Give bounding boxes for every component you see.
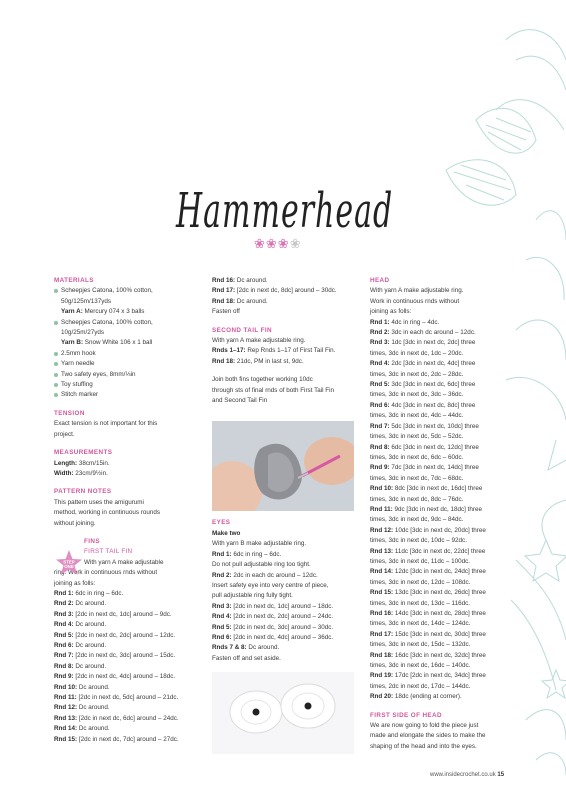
materials-list xyxy=(54,286,204,400)
material-item: Scheepjes Catona, 100% cotton, xyxy=(54,286,204,296)
material-item: Two safety eyes, 8mm/⅓in xyxy=(54,370,204,380)
round-instruction: times, 3dc in next dc, 14dc – 124dc. xyxy=(370,620,471,628)
round-instruction: Rnd 6: 4dc [3dc in next dc, 8dc] three xyxy=(370,401,476,409)
round-instruction: Rnd 17: [2dc in next dc, 8dc] around – 30dc. xyxy=(212,287,337,295)
tension-line: Exact tension is not important for this xyxy=(54,420,158,428)
photo-crochet-eyes xyxy=(212,672,354,754)
first-side-text xyxy=(370,721,512,752)
join-line: through sts of final rnds of both First Tail Fin xyxy=(212,386,335,394)
round-instruction: Rnd 3: 1dc [3dc in next dc, 2dc] three xyxy=(370,339,476,347)
step-one-badge xyxy=(54,549,84,579)
material-item: Scheepjes Catona, 100% cotton, xyxy=(54,318,204,328)
round-instruction: Rnds 1–17: Rep Rnds 1–17 of First Tail Fin. xyxy=(212,347,336,355)
eyes-make-two: Make two xyxy=(212,529,241,537)
pattern-notes-heading: PATTERN NOTES xyxy=(54,488,112,496)
round-instruction: Rnd 20: 18dc (ending at corner). xyxy=(370,693,462,701)
round-instruction: times, 3dc in next dc, 2dc – 28dc. xyxy=(370,370,464,378)
round-instruction: Rnd 7: 5dc [3dc in next dc, 10dc] three xyxy=(370,422,479,430)
round-instruction: times, 3dc in next dc, 13dc – 116dc. xyxy=(370,599,470,607)
round-instruction: Rnd 8: 6dc [3dc in next dc, 12dc] three xyxy=(370,443,479,451)
round-instruction: Rnd 3: [2dc in next dc, 1dc] around – 18dc. xyxy=(212,602,334,610)
measurement-item: Length: 38cm/15in. xyxy=(54,459,110,467)
eyes-rounds xyxy=(212,539,358,664)
bullet-dot xyxy=(54,321,58,325)
round-instruction: Rnd 1: 4dc in ring – 4dc. xyxy=(370,318,440,326)
round-instruction: Rnd 12: Dc around. xyxy=(54,704,110,712)
material-item: Yarn A: Mercury 074 x 3 balls xyxy=(61,308,145,316)
join-line: and Second Tail Fin xyxy=(212,397,268,405)
material-item: 10g/25m/27yds xyxy=(61,329,105,337)
round-instruction: Rnd 5: [2dc in next dc, 2dc] around – 12dc. xyxy=(54,631,176,639)
bullet-dot xyxy=(54,352,58,356)
round-instruction: times, 3dc in next dc, 16dc – 140dc. xyxy=(370,662,471,670)
round-instruction: Rnd 10: Dc around. xyxy=(54,683,110,691)
round-instruction: Rnd 19: 17dc [2dc in next dc, 34dc] three xyxy=(370,672,486,680)
round-instruction: times, 3dc in next dc, 8dc – 76dc. xyxy=(370,495,464,503)
bullet-dot xyxy=(54,289,58,293)
round-instruction: Rnd 5: 3dc [3dc in next dc, 6dc] three xyxy=(370,381,476,389)
round-instruction: Rnd 13: [2dc in next dc, 6dc] around – 24dc. xyxy=(54,714,179,722)
difficulty-stars-filled: ❀❀❀ xyxy=(254,236,290,251)
tail-fin-continued xyxy=(212,276,358,318)
round-instruction: times, 3dc in next dc, 4dc – 44dc. xyxy=(370,412,464,420)
round-instruction: Rnd 2: 3dc in each dc around – 12dc. xyxy=(370,329,476,337)
round-instruction: Rnd 9: 7dc [3dc in next dc, 14dc] three xyxy=(370,464,479,472)
round-instruction: Fasten off and set aside. xyxy=(212,654,281,662)
round-instruction: pull adjustable ring fully tight. xyxy=(212,592,293,600)
round-instruction: Rnd 6: Dc around. xyxy=(54,642,107,649)
badge-one-label: ONE xyxy=(64,564,74,569)
fin1-intro-line: joining as folls: xyxy=(54,579,96,587)
material-item: Yarn B: Snow White 106 x 1 ball xyxy=(61,339,153,347)
bullet-dot xyxy=(54,393,58,397)
material-item: Toy stuffing xyxy=(54,380,204,390)
head-intro-line: Work in continuous rnds without xyxy=(370,297,460,305)
round-instruction: Rnd 16: 14dc [3dc in next dc, 28dc] three xyxy=(370,610,486,617)
notes-line: without joining. xyxy=(54,519,96,527)
footer-website: www.insidecrochet.co.uk xyxy=(430,772,496,778)
pattern-title xyxy=(170,170,400,240)
round-instruction: Rnd 11: 9dc [3dc in next dc, 18dc] three xyxy=(370,505,483,513)
title-text: Hammerhead xyxy=(176,184,394,240)
round-instruction: Rnds 7 & 8: Dc around. xyxy=(212,644,280,652)
join-instructions xyxy=(212,375,358,406)
round-instruction: Rnd 17: 15dc [3dc in next dc, 30dc] three xyxy=(370,630,486,638)
material-item: 50g/125m/137yds xyxy=(61,297,112,305)
round-instruction: times, 3dc in next dc, 6dc – 60dc. xyxy=(370,453,464,461)
round-instruction: times, 3dc in next dc, 9dc – 84dc. xyxy=(370,516,464,524)
round-instruction: times, 3dc in next dc, 10dc – 92dc. xyxy=(370,537,467,545)
round-instruction: times, 3dc in next dc, 7dc – 68dc. xyxy=(370,474,464,482)
fins-heading: FINS xyxy=(84,537,100,545)
round-instruction: With yarn A make adjustable ring. xyxy=(212,337,306,345)
difficulty-star-empty: ❀ xyxy=(289,236,302,251)
round-instruction: Rnd 11: [2dc in next dc, 5dc] around – 21dc. xyxy=(54,694,179,702)
column-left xyxy=(54,276,204,745)
fins-section xyxy=(84,537,204,568)
fin1-intro-line: ring. Work in continuous rnds without xyxy=(54,569,158,577)
round-instruction: Rnd 16: Dc around. xyxy=(212,277,268,284)
first-tail-fin-heading: FIRST TAIL FIN xyxy=(84,548,133,556)
photo-crocheting-fins xyxy=(212,421,354,511)
first-tail-fin-rounds xyxy=(54,589,204,745)
round-instruction: times, 3dc in next dc, 11dc – 100dc. xyxy=(370,557,470,565)
bullet-dot xyxy=(54,383,58,387)
round-instruction: Rnd 2: 2dc in each dc around – 12dc. xyxy=(212,571,318,579)
side-line: shaping of the head and into the eyes. xyxy=(370,742,477,750)
measurement-item: Width: 23cm/9½in. xyxy=(54,469,108,477)
round-instruction: times, 3dc in next dc, 3dc – 36dc. xyxy=(370,391,464,399)
round-instruction: Rnd 14: 12dc [3dc in next dc, 24dc] three xyxy=(370,568,486,576)
second-tail-fin-rounds xyxy=(212,336,358,367)
round-instruction: Insert safety eye into very centre of piece, xyxy=(212,581,329,589)
page-number: 15 xyxy=(497,772,505,778)
round-instruction: Fasten off xyxy=(212,308,240,316)
badge-step-label: STEP xyxy=(63,559,75,565)
round-instruction: Rnd 4: Dc around. xyxy=(54,621,107,629)
round-instruction: times, 2dc in next dc, 17dc – 144dc. xyxy=(370,682,471,690)
round-instruction: Rnd 12: 10dc [3dc in next dc, 20dc] three xyxy=(370,526,486,534)
notes-line: method, working in continuous rounds xyxy=(54,509,161,517)
round-instruction: Rnd 18: 21dc, PM in last st, 9dc. xyxy=(212,357,304,365)
side-line: We are now going to fold the piece just xyxy=(370,722,479,730)
round-instruction: times, 3dc in next dc, 12dc – 108dc. xyxy=(370,578,471,586)
side-line: made and elongate the sides to make the xyxy=(370,732,486,740)
round-instruction: Rnd 2: Dc around. xyxy=(54,600,107,608)
round-instruction: Rnd 18: Dc around. xyxy=(212,297,268,305)
round-instruction: Rnd 9: [2dc in next dc, 4dc] around – 18dc. xyxy=(54,673,176,681)
round-instruction: Rnd 14: Dc around. xyxy=(54,725,110,733)
measurements-list xyxy=(54,459,204,480)
materials-heading: MATERIALS xyxy=(54,277,94,284)
head-rounds xyxy=(370,318,512,703)
material-item: Yarn needle xyxy=(54,359,204,369)
head-intro-line: joining as folls: xyxy=(370,308,412,316)
page-footer xyxy=(430,772,504,778)
tension-text xyxy=(54,419,204,440)
round-instruction: Rnd 4: [2dc in next dc, 2dc] around – 24dc. xyxy=(212,613,334,621)
first-side-of-head-heading: FIRST SIDE OF HEAD xyxy=(370,711,442,719)
round-instruction: Rnd 1: 6dc in ring – 6dc. xyxy=(54,589,124,597)
round-instruction: Rnd 8: Dc around. xyxy=(54,662,107,670)
tension-line: project. xyxy=(54,430,75,438)
round-instruction: Rnd 18: 16dc [3dc in next dc, 32dc] three xyxy=(370,651,486,659)
round-instruction: Rnd 6: [2dc in next dc, 4dc] around – 36dc. xyxy=(212,633,334,641)
round-instruction: Do not pull adjustable ring too tight. xyxy=(212,561,311,569)
notes-line: This pattern uses the amigurumi xyxy=(54,498,144,506)
bullet-dot xyxy=(54,362,58,366)
round-instruction: Rnd 1: 6dc in ring – 6dc. xyxy=(212,550,282,558)
difficulty-rating xyxy=(254,236,302,252)
round-instruction: Rnd 7: [2dc in next dc, 3dc] around – 15dc. xyxy=(54,652,176,660)
round-instruction: times, 3dc in next dc, 15dc – 132dc. xyxy=(370,641,471,649)
round-instruction: Rnd 15: [2dc in next dc, 7dc] around – 27dc. xyxy=(54,735,179,743)
round-instruction: Rnd 10: 8dc [3dc in next dc, 16dc] three xyxy=(370,485,483,493)
bullet-dot xyxy=(54,373,58,377)
pattern-notes-text xyxy=(54,498,204,529)
tension-heading: TENSION xyxy=(54,409,85,417)
material-item: 2.5mm hook xyxy=(54,349,204,359)
head-heading: HEAD xyxy=(370,277,390,284)
round-instruction: Rnd 15: 13dc [3dc in next dc, 26dc] three xyxy=(370,589,486,597)
column-right xyxy=(370,276,512,752)
eyes-heading: EYES xyxy=(212,519,231,527)
material-item: Stitch marker xyxy=(54,390,204,400)
round-instruction: Rnd 5: [2dc in next dc, 3dc] around – 30dc. xyxy=(212,623,334,631)
measurements-heading: MEASUREMENTS xyxy=(54,449,113,457)
head-intro xyxy=(370,286,512,317)
head-intro-line: With yarn A make adjustable ring. xyxy=(370,287,464,295)
round-instruction: With yarn B make adjustable ring. xyxy=(212,540,307,548)
round-instruction: Rnd 4: 2dc [3dc in next dc, 4dc] three xyxy=(370,360,476,368)
round-instruction: Rnd 3: [2dc in next dc, 1dc] around – 9dc. xyxy=(54,610,172,618)
round-instruction: times, 3dc in next dc, 1dc – 20dc. xyxy=(370,349,464,357)
second-tail-fin-heading: SECOND TAIL FIN xyxy=(212,326,272,334)
join-line: Join both fins together working 10dc xyxy=(212,376,313,384)
round-instruction: times, 3dc in next dc, 5dc – 52dc. xyxy=(370,433,464,441)
fin1-intro-line: With yarn A make adjustable xyxy=(84,558,164,566)
round-instruction: Rnd 13: 11dc [3dc in next dc, 22dc] three xyxy=(370,547,486,555)
